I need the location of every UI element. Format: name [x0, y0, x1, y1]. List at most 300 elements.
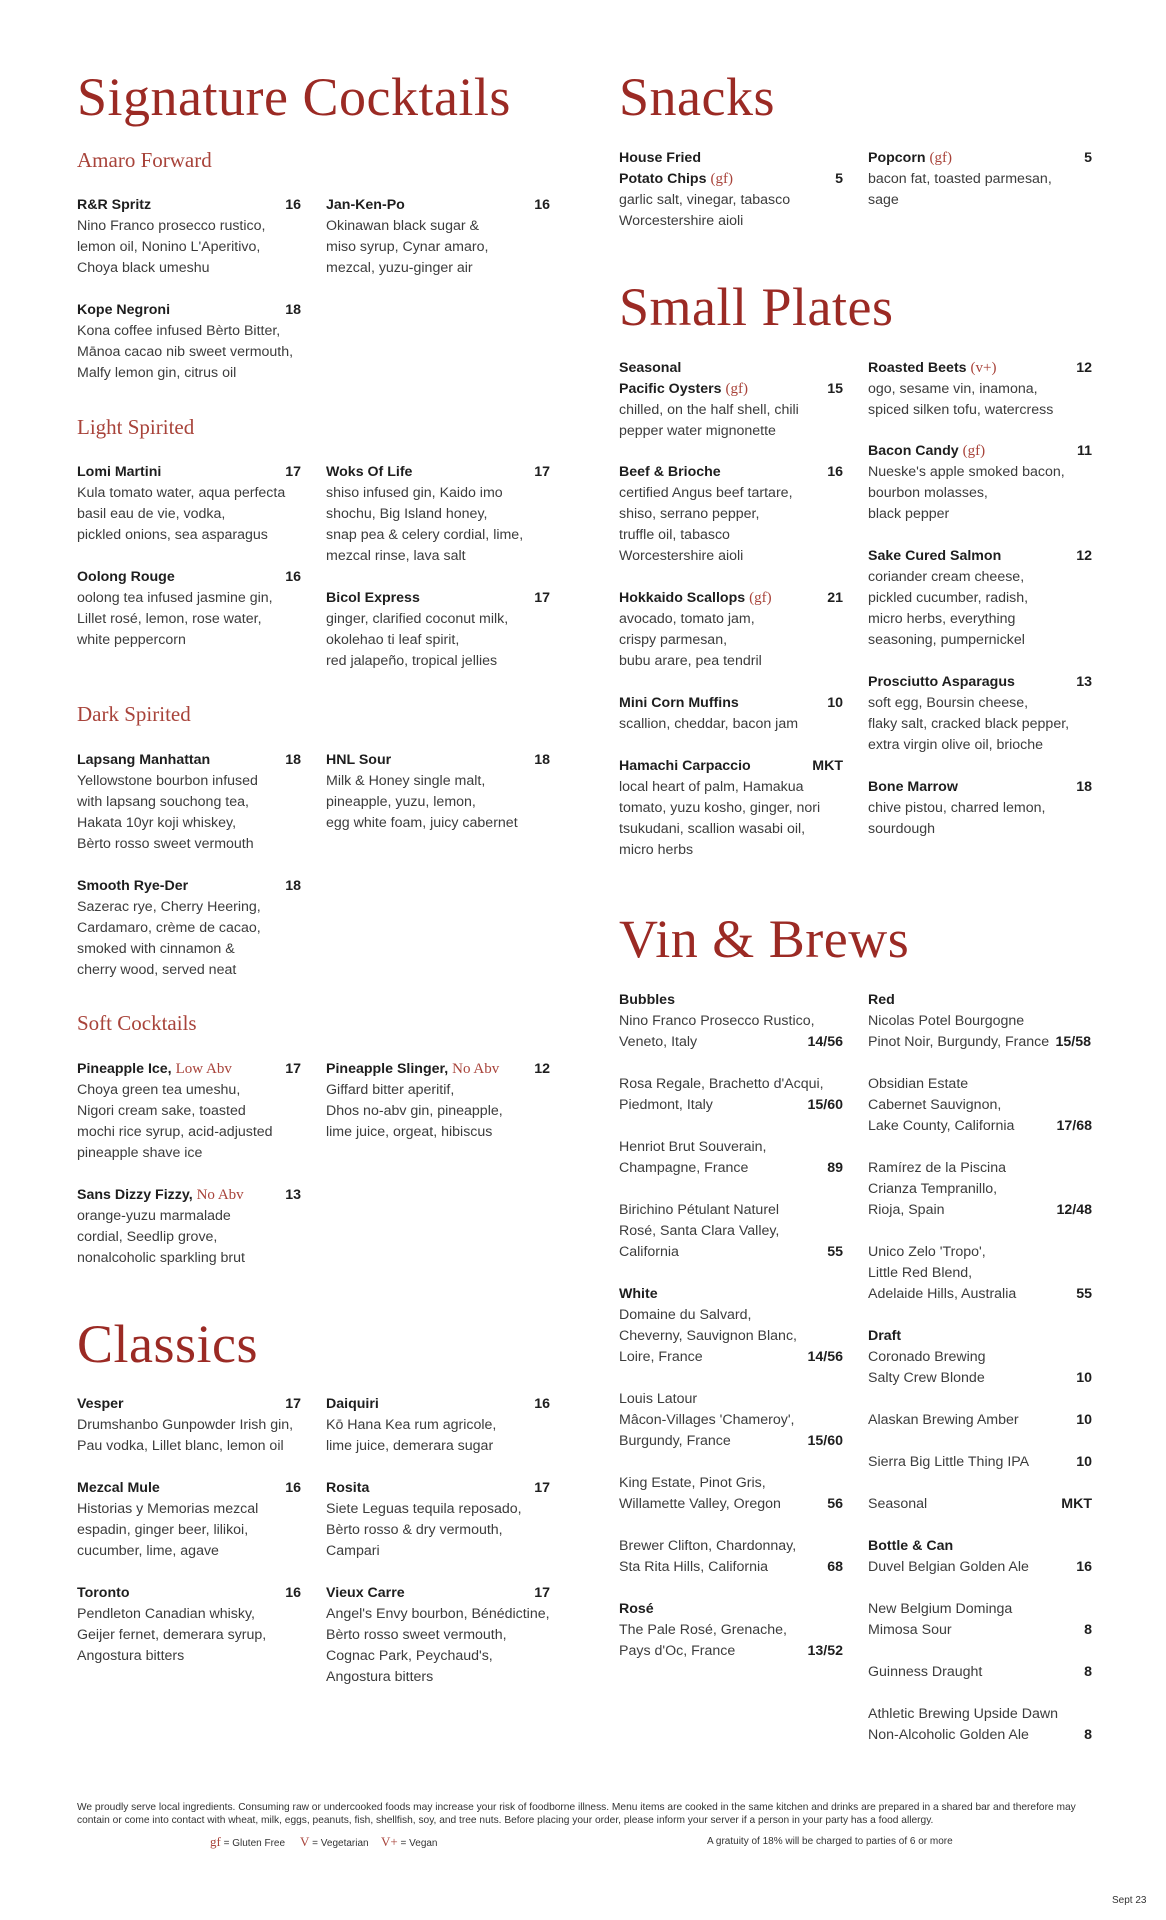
item-name: Kope Negroni — [77, 302, 171, 318]
drink-price: MKT — [1061, 1496, 1092, 1512]
drink-line: Coronado Brewing — [868, 1349, 986, 1365]
item-name: R&R Spritz — [77, 197, 152, 213]
item-desc-line: Malfy lemon gin, citrus oil — [77, 365, 237, 381]
item-name: Hamachi Carpaccio — [619, 758, 751, 774]
item-name: Popcorn — [868, 150, 926, 166]
item-desc-line: Bèrto rosso & dry vermouth, — [326, 1522, 503, 1538]
drink-line: Crianza Tempranillo, — [868, 1181, 998, 1197]
drink-item — [619, 1284, 843, 1368]
item-desc-line: Lillet rosé, lemon, rose water, — [77, 611, 262, 627]
menu-item — [619, 693, 843, 735]
item-desc-line: Historias y Memorias mezcal — [77, 1501, 259, 1517]
item-price: 18 — [285, 302, 301, 318]
item-desc-line: flaky salt, cracked black pepper, — [868, 716, 1070, 732]
item-price: 16 — [285, 569, 301, 585]
item-price: MKT — [812, 758, 843, 774]
drink-price: 10 — [1076, 1370, 1092, 1386]
item-desc-line: Bèrto rosso sweet vermouth — [77, 836, 254, 852]
item-name-line: House Fried — [619, 150, 701, 166]
menu-item — [868, 777, 1092, 840]
item-desc-line: scallion, cheddar, bacon jam — [619, 716, 799, 732]
item-desc-line: basil eau de vie, vodka, — [77, 506, 226, 522]
item-desc-line: micro herbs — [619, 842, 694, 858]
item-desc-line: Nueske's apple smoked bacon, — [868, 464, 1065, 480]
item-desc-line: Worcestershire aioli — [619, 213, 744, 229]
drink-line: The Pale Rosé, Grenache, — [619, 1622, 787, 1638]
drink-line: Piedmont, Italy — [619, 1097, 713, 1113]
small-plates-title: Small Plates — [619, 277, 894, 337]
menu-item — [868, 148, 1092, 211]
item-desc-line: espadin, ginger beer, lilikoi, — [77, 1522, 249, 1538]
legend-label: = Vegan — [400, 1838, 438, 1849]
item-name: Rosita — [326, 1480, 370, 1496]
drink-line: Cabernet Sauvignon, — [868, 1097, 1002, 1113]
item-desc-line: seasoning, pumpernickel — [868, 632, 1025, 648]
drink-line: Domaine du Salvard, — [619, 1307, 752, 1323]
item-tag: (gf) — [725, 381, 748, 397]
item-price: 11 — [1077, 443, 1092, 459]
drink-line: Nino Franco Prosecco Rustico, — [619, 1013, 815, 1029]
drink-category: Bottle & Can — [868, 1538, 954, 1554]
item-desc-line: Sazerac rye, Cherry Heering, — [77, 899, 261, 915]
item-desc-line: Hakata 10yr koji whiskey, — [77, 815, 237, 831]
item-desc-line: Choya black umeshu — [77, 260, 210, 276]
drink-price: 14/56 — [807, 1349, 843, 1365]
item-name: Potato Chips — [619, 171, 707, 187]
item-tag: (v+) — [970, 360, 997, 376]
drink-line: Seasonal — [868, 1496, 928, 1512]
item-name: Lapsang Manhattan — [77, 752, 211, 768]
gluten-free-symbol: gf — [210, 1834, 221, 1849]
drink-line: California — [619, 1244, 679, 1260]
item-desc-line: spiced silken tofu, watercress — [868, 402, 1054, 418]
drink-line: New Belgium Dominga — [868, 1601, 1013, 1617]
item-desc-line: Campari — [326, 1543, 380, 1559]
drink-item — [868, 1074, 1092, 1137]
drink-line: Rosa Regale, Brachetto d'Acqui, — [619, 1076, 824, 1092]
drink-item — [619, 1599, 843, 1662]
item-desc-line: Cardamaro, crème de cacao, — [77, 920, 261, 936]
menu-item — [326, 750, 550, 834]
item-tag: (gf) — [929, 150, 952, 166]
item-desc-line: Mānoa cacao nib sweet vermouth, — [77, 344, 294, 360]
item-price: 16 — [534, 1396, 550, 1412]
item-desc-line: Milk & Honey single malt, — [326, 773, 486, 789]
drink-line: Unico Zelo 'Tropo', — [868, 1244, 986, 1260]
item-name: Bicol Express — [326, 590, 420, 606]
drink-line: Mimosa Sour — [868, 1622, 952, 1638]
drink-item — [868, 1536, 1092, 1578]
menu-item — [77, 1185, 301, 1269]
drink-price: 56 — [827, 1496, 843, 1512]
drink-line: Obsidian Estate — [868, 1076, 969, 1092]
item-name: Jan-Ken-Po — [326, 197, 405, 213]
item-price: 12 — [1076, 360, 1092, 376]
menu-item — [326, 195, 550, 279]
drink-item — [868, 1242, 1092, 1305]
item-desc-line: white peppercorn — [77, 632, 186, 648]
menu-item — [326, 462, 550, 567]
menu-date: Sept 23 — [1112, 1895, 1147, 1906]
item-desc-line: tomato, yuzu kosho, ginger, nori — [619, 800, 821, 816]
menu-item — [619, 756, 843, 861]
item-price: 17 — [534, 1585, 550, 1601]
item-desc-line: pepper water mignonette — [619, 423, 776, 439]
drink-price: 8 — [1084, 1664, 1092, 1680]
allergy-disclaimer: We proudly serve local ingredients. Consuming raw or undercooked foods may increase your risk of foodborne illness. Menu items are cooked in the same kitchen and drinks are prepared in a shared bar and therefore may contain or come into contact with wheat, milk, eggs, peanuts, fish, shellfish, soy, and tree nuts. Before placing your order, please inform your server if a person in your party has a food allergy. — [77, 1802, 1076, 1826]
menu-item — [868, 672, 1092, 756]
drink-line: Veneto, Italy — [619, 1034, 698, 1050]
item-desc-line: Cognac Park, Peychaud's, — [326, 1648, 493, 1664]
legend-vegan — [381, 1834, 438, 1850]
item-desc-line: Worcestershire aioli — [619, 548, 744, 564]
drink-line: Non-Alcoholic Golden Ale — [868, 1727, 1029, 1743]
item-desc-line: micro herbs, everything — [868, 611, 1016, 627]
item-price: 18 — [534, 752, 550, 768]
item-desc-line: pickled onions, sea asparagus — [77, 527, 268, 543]
item-desc-line: pineapple shave ice — [77, 1145, 203, 1161]
menu-item — [619, 462, 843, 567]
item-desc-line: Geijer fernet, demerara syrup, — [77, 1627, 267, 1643]
item-desc-line: Okinawan black sugar & — [326, 218, 479, 234]
drink-item — [868, 1494, 1092, 1515]
item-desc-line: bacon fat, toasted parmesan, — [868, 171, 1052, 187]
item-price: 17 — [285, 1396, 301, 1412]
item-name: Mini Corn Muffins — [619, 695, 739, 711]
vegetarian-symbol: V — [300, 1834, 310, 1849]
item-desc-line: avocado, tomato jam, — [619, 611, 755, 627]
item-desc-line: cordial, Seedlip grove, — [77, 1229, 218, 1245]
drink-item — [868, 990, 1091, 1053]
drink-line: Ramírez de la Piscina — [868, 1160, 1006, 1176]
menu-item — [77, 1478, 301, 1562]
drink-item — [868, 1410, 1092, 1431]
drink-line: Louis Latour — [619, 1391, 698, 1407]
item-name: Bacon Candy — [868, 443, 959, 459]
item-price: 5 — [1084, 150, 1092, 166]
item-price: 17 — [534, 464, 550, 480]
drink-line: Adelaide Hills, Australia — [868, 1286, 1017, 1302]
drink-price: 10 — [1076, 1412, 1092, 1428]
item-name: HNL Sour — [326, 752, 392, 768]
item-desc-line: certified Angus beef tartare, — [619, 485, 793, 501]
item-tag: Low Abv — [175, 1061, 232, 1077]
item-price: 16 — [285, 197, 301, 213]
menu-item — [868, 358, 1092, 421]
item-name: Mezcal Mule — [77, 1480, 160, 1496]
item-desc-line: Angel's Envy bourbon, Bénédictine, — [326, 1606, 550, 1622]
drink-line: Athletic Brewing Upside Dawn — [868, 1706, 1059, 1722]
item-desc-line: ogo, sesame vin, inamona, — [868, 381, 1038, 397]
item-desc-line: Nigori cream sake, toasted — [77, 1103, 246, 1119]
item-desc-line: cucumber, lime, agave — [77, 1543, 219, 1559]
item-desc-line: nonalcoholic sparkling brut — [77, 1250, 245, 1266]
item-desc-line: crispy parmesan, — [619, 632, 728, 648]
item-desc-line: miso syrup, Cynar amaro, — [326, 239, 489, 255]
drink-price: 55 — [1076, 1286, 1092, 1302]
item-name: Pacific Oysters — [619, 381, 722, 397]
drink-item — [868, 1452, 1092, 1473]
drink-line: Duvel Belgian Golden Ale — [868, 1559, 1029, 1575]
drink-category: White — [619, 1286, 658, 1302]
item-desc-line: egg white foam, juicy cabernet — [326, 815, 518, 831]
item-price: 5 — [835, 171, 843, 187]
item-desc-line: pineapple, yuzu, lemon, — [326, 794, 476, 810]
item-desc-line: Drumshanbo Gunpowder Irish gin, — [77, 1417, 294, 1433]
drink-price: 15/60 — [807, 1097, 843, 1113]
item-name: Daiquiri — [326, 1396, 379, 1412]
item-desc-line: red jalapeño, tropical jellies — [326, 653, 498, 669]
item-tag: (gf) — [710, 171, 733, 187]
drink-item — [619, 1473, 843, 1515]
item-price: 17 — [285, 1061, 301, 1077]
drink-line: Salty Crew Blonde — [868, 1370, 985, 1386]
drink-price: 15/60 — [807, 1433, 843, 1449]
item-desc-line: shiso, serrano pepper, — [619, 506, 760, 522]
drink-price: 8 — [1084, 1727, 1092, 1743]
item-tag: No Abv — [452, 1061, 500, 1077]
item-desc-line: bourbon molasses, — [868, 485, 988, 501]
menu-item — [868, 546, 1092, 651]
item-name: Lomi Martini — [77, 464, 162, 480]
item-name: Pineapple Ice, — [77, 1061, 172, 1077]
drink-category: Rosé — [619, 1601, 654, 1617]
drink-line: Nicolas Potel Bourgogne — [868, 1013, 1025, 1029]
menu-item — [77, 567, 301, 651]
drink-item — [619, 1200, 843, 1263]
vin-brews-title: Vin & Brews — [619, 909, 910, 969]
drink-category: Draft — [868, 1328, 902, 1344]
item-price: 12 — [534, 1061, 550, 1077]
item-name: Oolong Rouge — [77, 569, 175, 585]
vegan-symbol: V+ — [381, 1834, 398, 1849]
drink-category: Red — [868, 992, 895, 1008]
legend-label: = Vegetarian — [312, 1838, 369, 1849]
menu-item — [77, 195, 301, 279]
item-desc-line: cherry wood, served neat — [77, 962, 237, 978]
item-price: 16 — [285, 1480, 301, 1496]
item-desc-line: ginger, clarified coconut milk, — [326, 611, 509, 627]
item-desc-line: lime juice, demerara sugar — [326, 1438, 494, 1454]
drink-price: 15/58 — [1055, 1034, 1091, 1050]
drink-price: 68 — [827, 1559, 843, 1575]
item-desc-line: Nino Franco prosecco rustico, — [77, 218, 266, 234]
item-desc-line: lime juice, orgeat, hibiscus — [326, 1124, 493, 1140]
item-desc-line: mezcal, yuzu-ginger air — [326, 260, 473, 276]
item-name: Woks Of Life — [326, 464, 413, 480]
menu-item — [77, 300, 301, 384]
drink-price: 16 — [1076, 1559, 1092, 1575]
drink-item — [619, 990, 843, 1053]
item-price: 18 — [1076, 779, 1092, 795]
drink-line: Burgundy, France — [619, 1433, 731, 1449]
drink-line: Champagne, France — [619, 1160, 749, 1176]
drink-line: Little Red Blend, — [868, 1265, 973, 1281]
item-price: 17 — [285, 464, 301, 480]
item-desc-line: Angostura bitters — [326, 1669, 434, 1685]
item-desc-line: tsukudani, scallion wasabi oil, — [619, 821, 806, 837]
drink-item — [619, 1389, 843, 1452]
menu-item — [619, 148, 843, 232]
drink-line: Loire, France — [619, 1349, 703, 1365]
item-price: 16 — [827, 464, 843, 480]
light-spirited-heading: Light Spirited — [77, 415, 195, 439]
menu-item — [868, 441, 1092, 525]
item-price: 17 — [534, 590, 550, 606]
drink-line: Lake County, California — [868, 1118, 1015, 1134]
signature-cocktails-title: Signature Cocktails — [77, 67, 511, 127]
drink-item — [868, 1704, 1092, 1746]
menu-item — [77, 462, 301, 546]
amaro-forward-heading: Amaro Forward — [77, 148, 212, 172]
gratuity-note: A gratuity of 18% will be charged to parties of 6 or more — [707, 1836, 953, 1847]
item-desc-line: Dhos no-abv gin, pineapple, — [326, 1103, 503, 1119]
item-price: 12 — [1076, 548, 1092, 564]
drink-line: Rioja, Spain — [868, 1202, 945, 1218]
item-desc-line: extra virgin olive oil, brioche — [868, 737, 1044, 753]
item-tag: (gf) — [749, 590, 772, 606]
menu-item — [77, 1394, 301, 1457]
drink-price: 55 — [827, 1244, 843, 1260]
drink-line: Rosé, Santa Clara Valley, — [619, 1223, 780, 1239]
item-desc-line: Giffard bitter aperitif, — [326, 1082, 455, 1098]
item-price: 16 — [534, 197, 550, 213]
item-price: 18 — [285, 752, 301, 768]
item-desc-line: bubu arare, pea tendril — [619, 653, 762, 669]
item-name: Sake Cured Salmon — [868, 548, 1002, 564]
item-price: 15 — [827, 381, 843, 397]
item-name: Bone Marrow — [868, 779, 958, 795]
menu-item — [619, 358, 843, 442]
drink-category: Bubbles — [619, 992, 675, 1008]
item-desc-line: lemon oil, Nonino L'Aperitivo, — [77, 239, 261, 255]
item-desc-line: mezcal rinse, lava salt — [326, 548, 466, 564]
drink-line: Henriot Brut Souverain, — [619, 1139, 767, 1155]
menu-item — [326, 1583, 550, 1688]
item-desc-line: pickled cucumber, radish, — [868, 590, 1029, 606]
item-desc-line: snap pea & celery cordial, lime, — [326, 527, 524, 543]
item-desc-line: Kona coffee infused Bèrto Bitter, — [77, 323, 281, 339]
item-price: 10 — [827, 695, 843, 711]
menu-item — [77, 1583, 301, 1667]
item-desc-line: shochu, Big Island honey, — [326, 506, 488, 522]
drink-item — [868, 1326, 1092, 1389]
drink-line: King Estate, Pinot Gris, — [619, 1475, 766, 1491]
item-name: Roasted Beets — [868, 360, 967, 376]
drink-price: 13/52 — [807, 1643, 843, 1659]
item-desc-line: truffle oil, tabasco — [619, 527, 730, 543]
drink-line: Brewer Clifton, Chardonnay, — [619, 1538, 797, 1554]
item-name: Smooth Rye-Der — [77, 878, 189, 894]
drink-item — [619, 1137, 843, 1179]
item-name-line: Seasonal — [619, 360, 682, 376]
item-desc-line: Angostura bitters — [77, 1648, 185, 1664]
item-desc-line: Kula tomato water, aqua perfecta — [77, 485, 286, 501]
drink-price: 10 — [1076, 1454, 1092, 1470]
item-desc-line: black pepper — [868, 506, 950, 522]
classics-title: Classics — [77, 1314, 259, 1374]
soft-cocktails-heading: Soft Cocktails — [77, 1011, 197, 1035]
item-tag: No Abv — [196, 1187, 244, 1203]
menu-item — [326, 588, 550, 672]
drink-line: Willamette Valley, Oregon — [619, 1496, 781, 1512]
item-desc-line: chive pistou, charred lemon, — [868, 800, 1046, 816]
menu-item — [77, 1059, 301, 1164]
item-desc-line: Yellowstone bourbon infused — [77, 773, 258, 789]
item-name: Hokkaido Scallops — [619, 590, 746, 606]
item-desc-line: Pendleton Canadian whisky, — [77, 1606, 255, 1622]
menu-item — [326, 1059, 550, 1143]
item-name: Prosciutto Asparagus — [868, 674, 1015, 690]
item-desc-line: sourdough — [868, 821, 936, 837]
item-name: Sans Dizzy Fizzy, — [77, 1187, 193, 1203]
legend-label: = Gluten Free — [223, 1838, 286, 1849]
menu-item — [326, 1394, 550, 1457]
menu-item — [77, 750, 301, 855]
drink-item — [868, 1599, 1092, 1641]
drink-line: Guinness Draught — [868, 1664, 983, 1680]
item-desc-line: coriander cream cheese, — [868, 569, 1025, 585]
drink-price: 89 — [827, 1160, 843, 1176]
drink-item — [868, 1158, 1092, 1221]
item-price: 16 — [285, 1585, 301, 1601]
drink-line: Pays d'Oc, France — [619, 1643, 736, 1659]
drink-item — [868, 1662, 1092, 1683]
drink-price: 14/56 — [807, 1034, 843, 1050]
snacks-title: Snacks — [619, 67, 775, 127]
drink-line: Sierra Big Little Thing IPA — [868, 1454, 1030, 1470]
drink-price: 8 — [1084, 1622, 1092, 1638]
drink-line: Alaskan Brewing Amber — [868, 1412, 1019, 1428]
menu-item — [77, 876, 301, 981]
item-tag: (gf) — [962, 443, 986, 459]
legend-vegetarian — [300, 1834, 369, 1850]
drink-line: Birichino Pétulant Naturel — [619, 1202, 780, 1218]
item-desc-line: Kō Hana Kea rum agricole, — [326, 1417, 497, 1433]
item-desc-line: chilled, on the half shell, chili — [619, 402, 799, 418]
item-desc-line: okolehao ti leaf spirit, — [326, 632, 460, 648]
item-price: 13 — [1076, 674, 1092, 690]
drink-line: Cheverny, Sauvignon Blanc, — [619, 1328, 797, 1344]
item-desc-line: local heart of palm, Hamakua — [619, 779, 804, 795]
item-name: Beef & Brioche — [619, 464, 721, 480]
drink-line: Mâcon-Villages 'Chameroy', — [619, 1412, 795, 1428]
dark-spirited-heading: Dark Spirited — [77, 702, 191, 726]
item-desc-line: shiso infused gin, Kaido imo — [326, 485, 503, 501]
item-desc-line: mochi rice syrup, acid-adjusted — [77, 1124, 273, 1140]
menu-item — [326, 1478, 550, 1562]
item-name: Toronto — [77, 1585, 130, 1601]
item-name: Vesper — [77, 1396, 124, 1412]
item-price: 17 — [534, 1480, 550, 1496]
item-desc-line: Siete Leguas tequila reposado, — [326, 1501, 522, 1517]
item-desc-line: with lapsang souchong tea, — [77, 794, 249, 810]
item-name: Pineapple Slinger, — [326, 1061, 449, 1077]
drink-line: Pinot Noir, Burgundy, France — [868, 1034, 1050, 1050]
item-price: 21 — [827, 590, 843, 606]
item-desc-line: soft egg, Boursin cheese, — [868, 695, 1029, 711]
drink-price: 17/68 — [1056, 1118, 1092, 1134]
menu-item — [619, 588, 843, 672]
item-price: 18 — [285, 878, 301, 894]
drink-line: Sta Rita Hills, California — [619, 1559, 769, 1575]
drink-item — [619, 1536, 843, 1578]
item-desc-line: smoked with cinnamon & — [77, 941, 235, 957]
item-price: 13 — [285, 1187, 301, 1203]
drink-price: 12/48 — [1056, 1202, 1092, 1218]
item-desc-line: garlic salt, vinegar, tabasco — [619, 192, 791, 208]
drink-item — [619, 1074, 843, 1116]
